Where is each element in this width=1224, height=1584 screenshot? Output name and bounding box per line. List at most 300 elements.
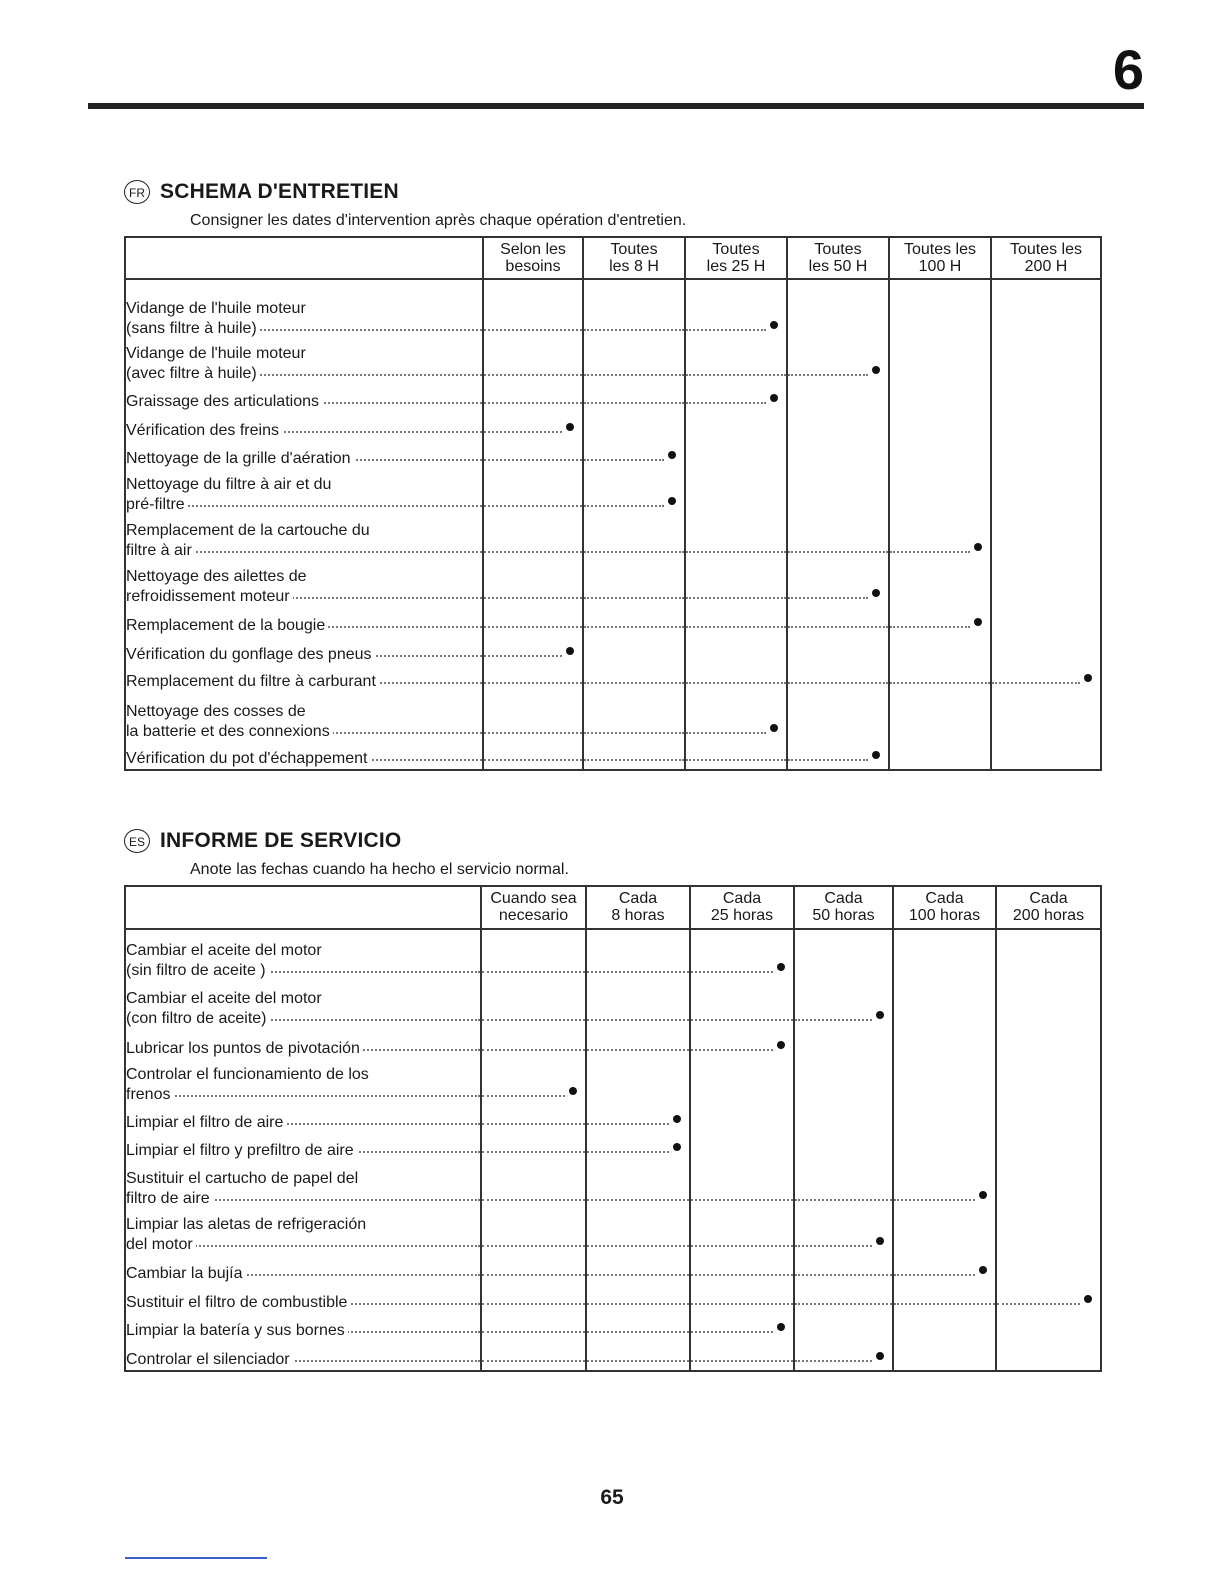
- interval-cell: [893, 1284, 996, 1313]
- task-text-line: Sustituir el cartucho de papel del: [126, 1170, 361, 1187]
- leader-dots: [584, 374, 684, 376]
- interval-cell: [586, 1284, 690, 1313]
- interval-cell: [893, 1133, 996, 1161]
- leader-dots: [788, 682, 888, 684]
- interval-cell: [685, 384, 787, 412]
- leader-dots: [894, 1274, 975, 1276]
- task-text-line: Cambiar la bujía: [126, 1265, 246, 1282]
- interval-cell: [794, 1313, 893, 1341]
- interval-cell: [889, 441, 991, 469]
- task-text-line: Limpiar el filtro de aire: [126, 1114, 286, 1131]
- maintenance-row: [125, 1209, 1101, 1255]
- interval-cell: [481, 929, 586, 981]
- interval-cell: [991, 561, 1101, 607]
- interval-bullet-icon: [974, 543, 982, 551]
- interval-bullet-icon: [777, 1041, 785, 1049]
- interval-bullet-icon: [974, 618, 982, 626]
- leader-dots: [686, 759, 786, 761]
- interval-cell: [991, 742, 1101, 770]
- interval-cell: [787, 742, 889, 770]
- interval-cell: [690, 1341, 794, 1371]
- task-text-line: Vidange de l'huile moteur: [126, 345, 309, 362]
- leader-dots: [484, 655, 562, 657]
- task-label: [125, 441, 483, 469]
- task-text-line: Controlar el silenciador: [126, 1351, 293, 1368]
- leader-dots: [484, 682, 582, 684]
- leader-dots: [482, 1303, 585, 1305]
- interval-cell: [483, 742, 583, 770]
- leader-dots: [482, 1245, 585, 1247]
- interval-cell: [889, 279, 991, 339]
- interval-cell: [794, 1255, 893, 1284]
- interval-header-2: [685, 237, 787, 279]
- leader-dots: [795, 1274, 892, 1276]
- task-text-line: Limpiar las aletas de refrigeración: [126, 1216, 369, 1233]
- leader-dots: [584, 597, 684, 599]
- fr-language-icon: FR: [124, 180, 150, 204]
- task-text-line: Controlar el funcionamiento de los: [126, 1066, 372, 1083]
- interval-cell: [483, 607, 583, 636]
- leader-dots: [788, 551, 888, 553]
- leader-dots: [686, 732, 766, 734]
- task-label: [125, 1313, 481, 1341]
- interval-cell: [690, 1059, 794, 1105]
- interval-cell: [996, 1029, 1101, 1059]
- task-label: [125, 515, 483, 561]
- maintenance-row: [125, 665, 1101, 692]
- leader-dots: [156, 551, 482, 553]
- task-text-line: Vérification du pot d'échappement: [126, 750, 370, 767]
- interval-cell: [889, 384, 991, 412]
- interval-cell: [583, 515, 685, 561]
- interval-cell: [889, 636, 991, 665]
- interval-header-line: Toutes les: [903, 241, 977, 258]
- leader-dots: [484, 374, 582, 376]
- interval-header-3: [787, 237, 889, 279]
- maintenance-row: [125, 981, 1101, 1029]
- task-label: [125, 1255, 481, 1284]
- task-label: [125, 339, 483, 384]
- interval-cell: [889, 742, 991, 770]
- interval-cell: [787, 561, 889, 607]
- interval-cell: [889, 469, 991, 515]
- interval-bullet-icon: [777, 963, 785, 971]
- interval-cell: [586, 1059, 690, 1105]
- interval-cell: [690, 1161, 794, 1209]
- interval-cell: [893, 929, 996, 981]
- task-label: [125, 1029, 481, 1059]
- interval-cell: [991, 469, 1101, 515]
- leader-dots: [156, 1095, 480, 1097]
- task-text-line: Vérification des freins: [126, 422, 282, 439]
- task-text-line: (con filtro de aceite): [126, 1010, 270, 1027]
- leader-dots: [686, 402, 766, 404]
- fr-maintenance-table: [124, 236, 1102, 771]
- interval-bullet-icon: [1084, 674, 1092, 682]
- maintenance-row: [125, 607, 1101, 636]
- interval-cell: [991, 692, 1101, 742]
- es-maintenance-table: [124, 885, 1102, 1372]
- leader-dots: [482, 1095, 565, 1097]
- interval-cell: [996, 1255, 1101, 1284]
- leader-dots: [686, 551, 786, 553]
- task-text-line: del motor: [126, 1236, 196, 1253]
- interval-cell: [787, 636, 889, 665]
- interval-cell: [583, 469, 685, 515]
- task-label: [125, 607, 483, 636]
- interval-header-line: les 50 H: [808, 258, 868, 275]
- leader-dots: [482, 1049, 585, 1051]
- leader-dots: [484, 597, 582, 599]
- maintenance-row: [125, 561, 1101, 607]
- leader-dots: [584, 551, 684, 553]
- interval-cell: [996, 1059, 1101, 1105]
- interval-header-0: [483, 237, 583, 279]
- interval-cell: [685, 636, 787, 665]
- leader-dots: [482, 971, 585, 973]
- leader-dots: [484, 459, 582, 461]
- interval-cell: [889, 412, 991, 441]
- leader-dots: [584, 402, 684, 404]
- interval-bullet-icon: [770, 394, 778, 402]
- task-text-line: Vérification du gonflage des pneus: [126, 646, 375, 663]
- maintenance-row: [125, 742, 1101, 770]
- interval-header-line: Cada: [824, 890, 863, 907]
- interval-bullet-icon: [876, 1237, 884, 1245]
- interval-cell: [794, 1284, 893, 1313]
- interval-bullet-icon: [770, 724, 778, 732]
- interval-header-2: [690, 886, 794, 929]
- leader-dots: [587, 1303, 689, 1305]
- leader-dots: [156, 505, 482, 507]
- maintenance-row: [125, 384, 1101, 412]
- interval-cell: [794, 929, 893, 981]
- task-label: [125, 665, 483, 692]
- interval-bullet-icon: [777, 1323, 785, 1331]
- interval-cell: [996, 1161, 1101, 1209]
- interval-cell: [889, 515, 991, 561]
- leader-dots: [686, 626, 786, 628]
- interval-header-line: Cada: [722, 890, 762, 907]
- interval-header-line: 200 horas: [1012, 907, 1085, 924]
- interval-cell: [481, 1133, 586, 1161]
- interval-header-line: necesario: [498, 907, 569, 924]
- interval-header-line: les 8 H: [609, 258, 659, 275]
- interval-header-line: Toutes: [712, 241, 760, 258]
- task-text-line: Limpiar el filtro y prefiltro de aire: [126, 1142, 357, 1159]
- leader-dots: [587, 1049, 689, 1051]
- task-label: [125, 692, 483, 742]
- task-text-line: Limpiar la batería y sus bornes: [126, 1322, 348, 1339]
- leader-dots: [890, 551, 970, 553]
- interval-bullet-icon: [872, 366, 880, 374]
- header-task-column: [125, 237, 483, 279]
- interval-cell: [794, 1059, 893, 1105]
- leader-dots: [788, 597, 868, 599]
- interval-cell: [991, 412, 1101, 441]
- maintenance-row: [125, 441, 1101, 469]
- interval-cell: [690, 1133, 794, 1161]
- leader-dots: [587, 1274, 689, 1276]
- interval-cell: [794, 1133, 893, 1161]
- leader-dots: [795, 1199, 892, 1201]
- interval-cell: [690, 1029, 794, 1059]
- task-text-line: frenos: [126, 1086, 173, 1103]
- interval-cell: [690, 1284, 794, 1313]
- leader-dots: [584, 329, 684, 331]
- interval-header-4: [889, 237, 991, 279]
- interval-bullet-icon: [673, 1143, 681, 1151]
- interval-cell: [685, 665, 787, 692]
- interval-cell: [586, 1161, 690, 1209]
- interval-cell: [787, 692, 889, 742]
- interval-bullet-icon: [770, 321, 778, 329]
- interval-cell: [893, 1313, 996, 1341]
- interval-header-line: 25 horas: [710, 907, 774, 924]
- interval-cell: [583, 692, 685, 742]
- interval-bullet-icon: [876, 1011, 884, 1019]
- leader-dots: [484, 431, 562, 433]
- interval-cell: [583, 441, 685, 469]
- interval-cell: [991, 636, 1101, 665]
- interval-cell: [583, 279, 685, 339]
- leader-dots: [992, 682, 1080, 684]
- task-text-line: Cambiar el aceite del motor: [126, 942, 325, 959]
- interval-cell: [991, 384, 1101, 412]
- task-label: [125, 636, 483, 665]
- interval-cell: [787, 441, 889, 469]
- leader-dots: [484, 402, 582, 404]
- interval-cell: [996, 1313, 1101, 1341]
- maintenance-row: [125, 1313, 1101, 1341]
- chapter-number: 6: [1112, 38, 1144, 101]
- interval-cell: [996, 981, 1101, 1029]
- task-text-line: Remplacement du filtre à carburant: [126, 673, 379, 690]
- leader-dots: [691, 1360, 793, 1362]
- leader-dots: [587, 1019, 689, 1021]
- footer-rule: [125, 1557, 267, 1559]
- interval-cell: [586, 929, 690, 981]
- interval-header-5: [991, 237, 1101, 279]
- interval-cell: [483, 279, 583, 339]
- leader-dots: [484, 505, 582, 507]
- fr-section-subtitle: Consigner les dates d'intervention après chaque opération d'entretien.: [190, 212, 687, 229]
- leader-dots: [587, 1123, 669, 1125]
- interval-cell: [483, 412, 583, 441]
- interval-header-line: Cada: [925, 890, 964, 907]
- interval-cell: [893, 981, 996, 1029]
- interval-cell: [586, 1255, 690, 1284]
- interval-header-line: 200 H: [1024, 258, 1068, 275]
- task-text-line: la batterie et des connexions: [126, 723, 333, 740]
- interval-cell: [685, 339, 787, 384]
- interval-cell: [583, 412, 685, 441]
- interval-cell: [685, 515, 787, 561]
- interval-cell: [787, 665, 889, 692]
- task-label: [125, 981, 481, 1029]
- interval-cell: [690, 1313, 794, 1341]
- interval-cell: [893, 1255, 996, 1284]
- interval-cell: [893, 1029, 996, 1059]
- leader-dots: [482, 1019, 585, 1021]
- interval-cell: [586, 1313, 690, 1341]
- interval-cell: [893, 1059, 996, 1105]
- leader-dots: [156, 1245, 480, 1247]
- interval-cell: [690, 929, 794, 981]
- interval-cell: [586, 1133, 690, 1161]
- interval-cell: [583, 742, 685, 770]
- interval-cell: [893, 1105, 996, 1133]
- maintenance-row: [125, 279, 1101, 339]
- task-label: [125, 1341, 481, 1371]
- interval-cell: [787, 339, 889, 384]
- leader-dots: [691, 1245, 793, 1247]
- interval-cell: [483, 692, 583, 742]
- interval-cell: [583, 665, 685, 692]
- interval-cell: [483, 469, 583, 515]
- interval-header-4: [893, 886, 996, 929]
- interval-cell: [889, 339, 991, 384]
- task-text-line: filtre à air: [126, 542, 195, 559]
- interval-cell: [787, 515, 889, 561]
- maintenance-row: [125, 1161, 1101, 1209]
- interval-cell: [690, 981, 794, 1029]
- task-text-line: (sans filtre à huile): [126, 320, 260, 337]
- interval-cell: [787, 469, 889, 515]
- leader-dots: [788, 759, 868, 761]
- interval-bullet-icon: [668, 451, 676, 459]
- task-text-line: (sin filtro de aceite ): [126, 962, 269, 979]
- interval-cell: [685, 561, 787, 607]
- leader-dots: [587, 1151, 669, 1153]
- interval-cell: [889, 561, 991, 607]
- header-task-column: [125, 886, 481, 929]
- interval-header-0: [481, 886, 586, 929]
- leader-dots: [484, 732, 582, 734]
- interval-header-3: [794, 886, 893, 929]
- interval-cell: [685, 469, 787, 515]
- task-label: [125, 1133, 481, 1161]
- interval-cell: [586, 1029, 690, 1059]
- interval-cell: [481, 1313, 586, 1341]
- leader-dots: [584, 682, 684, 684]
- interval-header-line: 8 horas: [611, 907, 665, 924]
- interval-cell: [996, 1341, 1101, 1371]
- interval-bullet-icon: [569, 1087, 577, 1095]
- maintenance-row: [125, 1133, 1101, 1161]
- task-label: [125, 1059, 481, 1105]
- interval-cell: [586, 1105, 690, 1133]
- leader-dots: [482, 1331, 585, 1333]
- interval-cell: [794, 1029, 893, 1059]
- interval-header-line: Toutes: [814, 241, 862, 258]
- interval-cell: [483, 515, 583, 561]
- leader-dots: [686, 329, 766, 331]
- interval-cell: [481, 1209, 586, 1255]
- leader-dots: [484, 551, 582, 553]
- interval-cell: [787, 279, 889, 339]
- interval-header-line: Cuando sea: [490, 890, 577, 907]
- interval-cell: [690, 1209, 794, 1255]
- leader-dots: [890, 626, 970, 628]
- interval-cell: [481, 1105, 586, 1133]
- leader-dots: [894, 1303, 995, 1305]
- interval-cell: [991, 665, 1101, 692]
- leader-dots: [584, 459, 664, 461]
- maintenance-row: [125, 692, 1101, 742]
- task-text-line: Remplacement de la bougie: [126, 617, 328, 634]
- interval-cell: [787, 412, 889, 441]
- interval-bullet-icon: [872, 589, 880, 597]
- task-label: [125, 279, 483, 339]
- maintenance-row: [125, 412, 1101, 441]
- task-label: [125, 1161, 481, 1209]
- interval-cell: [583, 607, 685, 636]
- leader-dots: [587, 1199, 689, 1201]
- interval-cell: [483, 384, 583, 412]
- maintenance-row: [125, 1105, 1101, 1133]
- fr-maintenance-section: [124, 180, 1100, 771]
- interval-bullet-icon: [872, 751, 880, 759]
- interval-bullet-icon: [566, 423, 574, 431]
- interval-header-line: Toutes les: [1009, 241, 1083, 258]
- interval-cell: [794, 1161, 893, 1209]
- maintenance-row: [125, 1341, 1101, 1371]
- task-text-line: filtro de aire: [126, 1190, 213, 1207]
- interval-cell: [889, 692, 991, 742]
- interval-header-5: [996, 886, 1101, 929]
- leader-dots: [686, 374, 786, 376]
- task-label: [125, 929, 481, 981]
- leader-dots: [788, 374, 868, 376]
- interval-cell: [889, 607, 991, 636]
- interval-cell: [685, 607, 787, 636]
- maintenance-row: [125, 1059, 1101, 1105]
- interval-cell: [583, 339, 685, 384]
- leader-dots: [484, 759, 582, 761]
- interval-cell: [893, 1161, 996, 1209]
- interval-header-1: [583, 237, 685, 279]
- interval-cell: [586, 981, 690, 1029]
- task-text-line: Nettoyage de la grille d'aération: [126, 450, 354, 467]
- interval-cell: [889, 665, 991, 692]
- interval-cell: [991, 339, 1101, 384]
- interval-cell: [794, 1105, 893, 1133]
- interval-bullet-icon: [673, 1115, 681, 1123]
- interval-header-line: Cada: [618, 890, 658, 907]
- leader-dots: [584, 759, 684, 761]
- interval-cell: [481, 1161, 586, 1209]
- leader-dots: [587, 1245, 689, 1247]
- maintenance-row: [125, 469, 1101, 515]
- interval-cell: [685, 412, 787, 441]
- interval-cell: [685, 441, 787, 469]
- task-text-line: Remplacement de la cartouche du: [126, 522, 373, 539]
- leader-dots: [788, 626, 888, 628]
- task-label: [125, 384, 483, 412]
- header-rule: [88, 103, 1144, 109]
- interval-cell: [787, 384, 889, 412]
- task-text-line: Nettoyage des cosses de: [126, 703, 309, 720]
- task-text-line: Nettoyage du filtre à air et du: [126, 476, 334, 493]
- maintenance-row: [125, 929, 1101, 981]
- interval-bullet-icon: [876, 1352, 884, 1360]
- interval-cell: [685, 279, 787, 339]
- interval-cell: [481, 1255, 586, 1284]
- interval-cell: [794, 1341, 893, 1371]
- interval-header-line: 100 H: [918, 258, 962, 275]
- maintenance-row: [125, 515, 1101, 561]
